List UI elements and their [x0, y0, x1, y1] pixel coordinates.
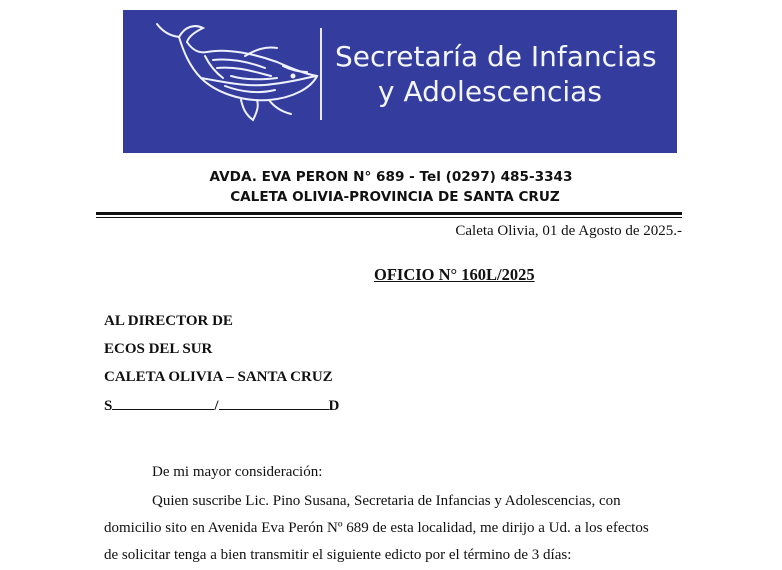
letter-title: OFICIO N° 160L/2025	[374, 265, 535, 284]
body-line-1: Quien suscribe Lic. Pino Susana, Secretaria de Infancias y Adolescencias, con	[152, 493, 621, 509]
greeting: De mi mayor consideración:	[152, 464, 323, 480]
body-line-2: domicilio sito en Avenida Eva Perón Nº 689 de esta localidad, me dirijo a Ud. a los efectos	[104, 520, 649, 536]
address-line-2: CALETA OLIVIA-PROVINCIA DE SANTA CRUZ	[230, 189, 560, 205]
logo-title-line2: y Adolescencias	[378, 75, 602, 108]
body-line-3: de solicitar tenga a bien transmitir el siguiente edicto por el término de 3 días:	[104, 547, 572, 563]
recipient-line-3: CALETA OLIVIA – SANTA CRUZ	[104, 369, 333, 385]
blank-line-2	[219, 397, 329, 410]
banner-divider	[320, 28, 322, 120]
blank-line-1	[112, 397, 214, 410]
recipient-line-1: AL DIRECTOR DE	[104, 313, 233, 329]
sd-s: S	[104, 398, 113, 414]
logo-title-line1: Secretaría de Infancias	[335, 40, 657, 73]
header-rule-thick	[96, 212, 682, 215]
header-banner	[123, 10, 677, 153]
whale-eye	[291, 74, 296, 79]
letter-date: Caleta Olivia, 01 de Agosto de 2025.-	[455, 223, 682, 239]
header-rule-thin	[96, 217, 682, 218]
sd-slash: /	[214, 398, 219, 414]
sd-d: D	[328, 398, 340, 414]
recipient-line-2: ECOS DEL SUR	[104, 341, 213, 357]
whale-icon	[145, 16, 323, 128]
sd-salutation	[104, 397, 339, 415]
address-line-1: AVDA. EVA PERON N° 689 - Tel (0297) 485-3343	[209, 169, 573, 185]
